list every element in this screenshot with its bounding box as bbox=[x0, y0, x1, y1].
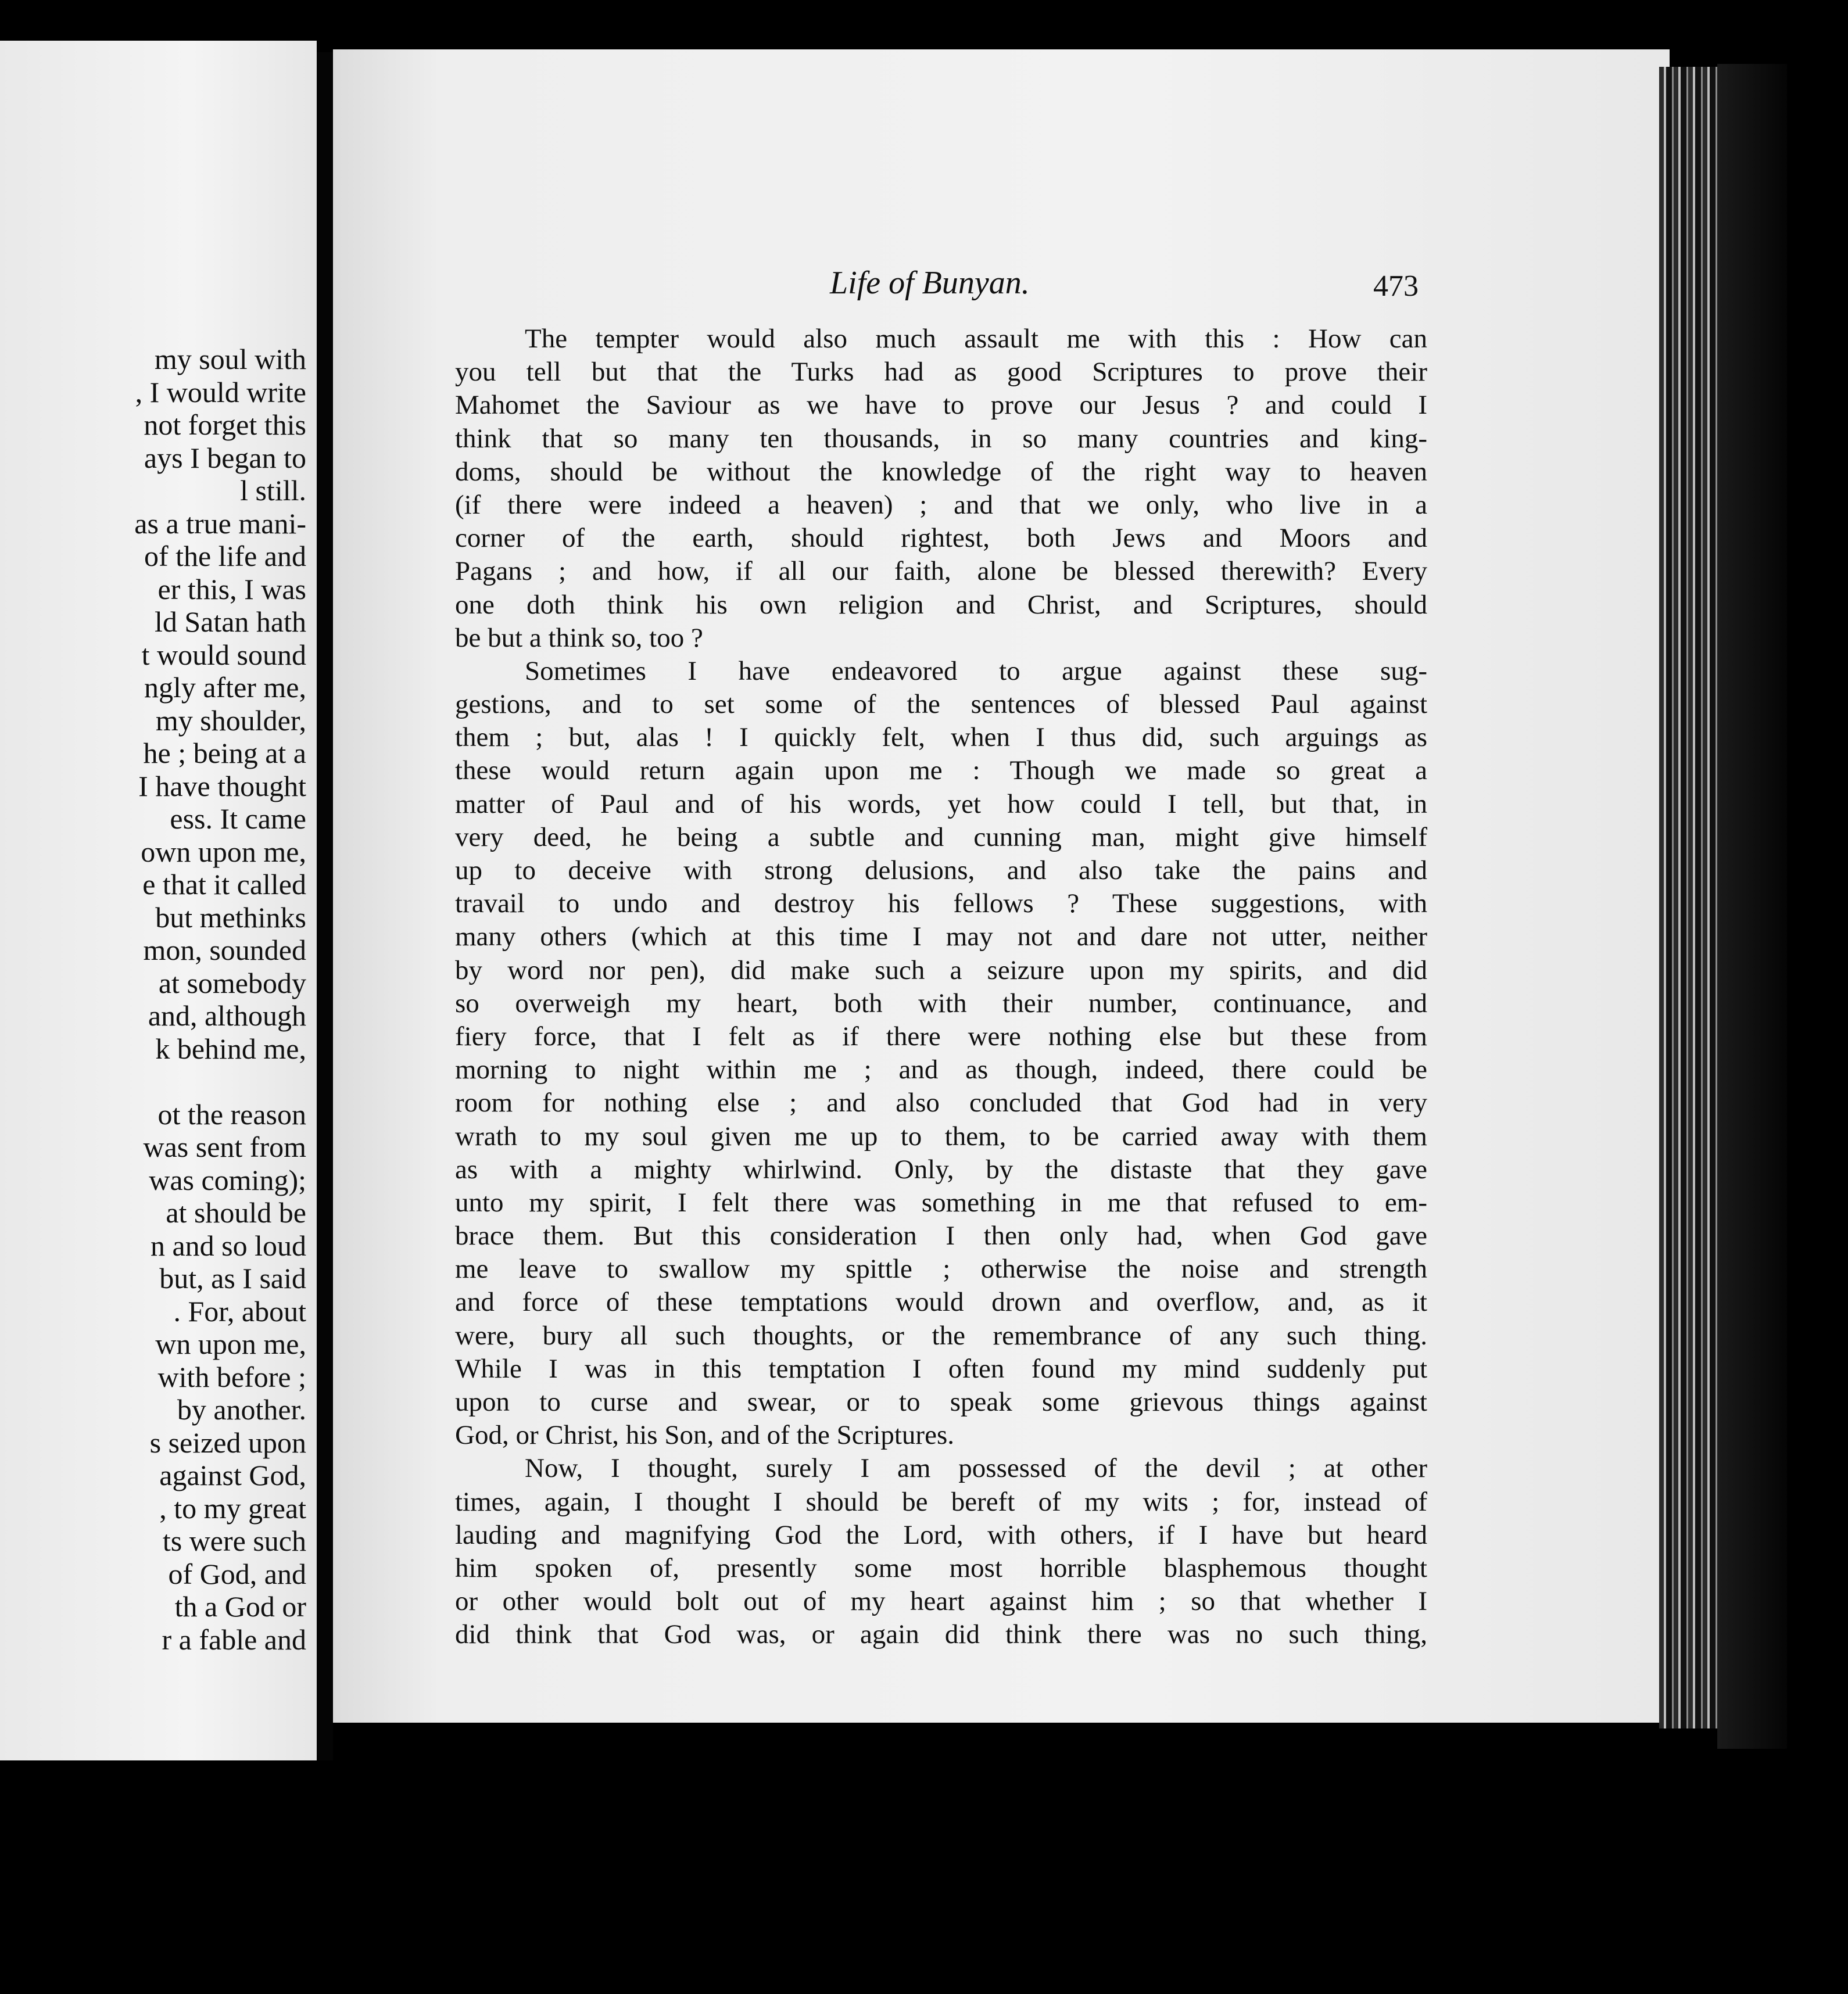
text-line: wrath to my soul given me up to them, to be carried away with them bbox=[455, 1121, 1427, 1152]
left-line: r a fable and bbox=[162, 1623, 306, 1656]
left-line: and, although bbox=[148, 999, 306, 1032]
text-line: him spoken of, presently some most horrible blasphemous thought bbox=[455, 1552, 1427, 1583]
text-line: them ; but, alas ! I quickly felt, when I thus did, such arguings as bbox=[455, 722, 1427, 753]
left-line: t would sound bbox=[141, 638, 306, 671]
text-line: gestions, and to set some of the sentences of blessed Paul against bbox=[455, 689, 1427, 720]
left-line: , to my great bbox=[159, 1491, 306, 1525]
left-line: against God, bbox=[159, 1459, 306, 1491]
text-line: (if there were indeed a heaven) ; and that we only, who live in a bbox=[455, 489, 1427, 520]
text-line: Pagans ; and how, if all our faith, alone be blessed therewith? Every bbox=[455, 556, 1427, 587]
left-line: of God, and bbox=[168, 1557, 306, 1590]
left-line: ays I began to bbox=[144, 441, 306, 474]
text-line: many others (which at this time I may not and dare not utter, neither bbox=[455, 921, 1427, 952]
left-line: ld Satan hath bbox=[154, 605, 306, 638]
right-page bbox=[333, 49, 1670, 1723]
left-line: at somebody bbox=[158, 966, 306, 999]
text-line: Now, I thought, surely I am possessed of the devil ; at other bbox=[525, 1453, 1427, 1484]
left-line: at should be bbox=[166, 1196, 306, 1229]
left-line: ts were such bbox=[162, 1525, 306, 1557]
left-line: was sent from bbox=[143, 1131, 306, 1163]
left-page-text bbox=[0, 343, 306, 1656]
left-line: wn upon me, bbox=[155, 1328, 306, 1360]
left-line: l still. bbox=[240, 474, 306, 507]
left-line-gap bbox=[0, 1065, 306, 1098]
left-line: s seized upon bbox=[149, 1426, 306, 1459]
left-page bbox=[0, 41, 317, 1760]
body-text bbox=[455, 322, 1427, 1652]
left-line: own upon me, bbox=[141, 835, 306, 868]
text-line: Mahomet the Saviour as we have to prove our Jesus ? and could I bbox=[455, 390, 1427, 421]
text-line: room for nothing else ; and also concluded that God had in very bbox=[455, 1088, 1427, 1118]
left-line: by another. bbox=[177, 1393, 306, 1426]
text-line: upon to curse and swear, or to speak some grievous things against bbox=[455, 1387, 1427, 1417]
left-line: , I would write bbox=[135, 375, 306, 408]
left-line: . For, about bbox=[173, 1294, 306, 1328]
left-line: as a true mani- bbox=[134, 507, 306, 540]
page-number: 473 bbox=[1373, 270, 1419, 303]
left-line: he ; being at a bbox=[143, 737, 306, 769]
text-line: doms, should be without the knowledge of the right way to heaven bbox=[455, 456, 1427, 487]
text-line: me leave to swallow my spittle ; otherwise the noise and strength bbox=[455, 1254, 1427, 1285]
left-line: ess. It came bbox=[170, 802, 306, 835]
text-line: these would return again upon me : Though we made so great a bbox=[455, 755, 1427, 786]
text-line: fiery force, that I felt as if there were nothing else but these from bbox=[455, 1021, 1427, 1052]
left-line: I have thought bbox=[138, 769, 306, 802]
left-line: k behind me, bbox=[155, 1032, 306, 1065]
left-line: my soul with bbox=[154, 343, 306, 375]
text-line: The tempter would also much assault me with this : How can bbox=[525, 324, 1427, 354]
text-line: up to deceive with strong delusions, and also take the pains and bbox=[455, 855, 1427, 885]
text-line: Sometimes I have endeavored to argue against these sug- bbox=[525, 655, 1427, 686]
text-line: unto my spirit, I felt there was something in me that refused to em- bbox=[455, 1187, 1427, 1218]
left-line: was coming); bbox=[149, 1163, 306, 1196]
text-line: travail to undo and destroy his fellows ? These suggestions, with bbox=[455, 888, 1427, 919]
text-line: and force of these temptations would drown and overflow, and, as it bbox=[455, 1287, 1427, 1318]
text-line: you tell but that the Turks had as good Scriptures to prove their bbox=[455, 357, 1427, 388]
left-line: ot the reason bbox=[157, 1098, 306, 1131]
left-line: my shoulder, bbox=[155, 704, 306, 737]
text-line: While I was in this temptation I often found my mind suddenly put bbox=[455, 1353, 1427, 1384]
text-line: God, or Christ, his Son, and of the Scriptures. bbox=[455, 1420, 954, 1451]
text-line: did think that God was, or again did think there was no such thing, bbox=[455, 1619, 1427, 1650]
left-line: th a God or bbox=[174, 1590, 306, 1623]
text-line: as with a mighty whirlwind. Only, by the distaste that they gave bbox=[455, 1154, 1427, 1185]
text-line: lauding and magnifying God the Lord, with others, if I have but heard bbox=[455, 1519, 1427, 1550]
text-line: so overweigh my heart, both with their number, continuance, and bbox=[455, 988, 1427, 1018]
text-line: morning to night within me ; and as though, indeed, there could be bbox=[455, 1055, 1427, 1085]
text-line: very deed, he being a subtle and cunning man, might give himself bbox=[455, 822, 1427, 852]
left-line: but methinks bbox=[155, 901, 306, 934]
left-line: er this, I was bbox=[157, 572, 306, 605]
running-title: Life of Bunyan. bbox=[830, 265, 1030, 301]
text-line: brace them. But this consideration I then only had, when God gave bbox=[455, 1221, 1427, 1251]
text-line: times, again, I thought I should be bereft of my wits ; for, instead of bbox=[455, 1486, 1427, 1517]
text-line: one doth think his own religion and Christ, and Scriptures, should bbox=[455, 589, 1427, 620]
text-line: think that so many ten thousands, in so many countries and king- bbox=[455, 423, 1427, 454]
text-line: were, bury all such thoughts, or the remembrance of any such thing. bbox=[455, 1320, 1427, 1351]
left-line: e that it called bbox=[142, 868, 306, 901]
book-edge-shadow bbox=[1717, 64, 1787, 1749]
left-line: but, as I said bbox=[159, 1262, 306, 1294]
left-line: not forget this bbox=[144, 408, 306, 441]
text-line: by word nor pen), did make such a seizure upon my spirits, and did bbox=[455, 955, 1427, 985]
text-line: be but a think so, too ? bbox=[455, 622, 703, 653]
book-gutter bbox=[317, 52, 333, 1760]
text-line: corner of the earth, should rightest, both Jews and Moors and bbox=[455, 523, 1427, 554]
text-line: or other would bolt out of my heart against him ; so that whether I bbox=[455, 1586, 1427, 1617]
left-line: ngly after me, bbox=[144, 671, 306, 704]
running-head bbox=[333, 264, 1670, 311]
left-line: mon, sounded bbox=[143, 934, 306, 966]
left-line: n and so loud bbox=[150, 1229, 306, 1262]
text-line: matter of Paul and of his words, yet how could I tell, but that, in bbox=[455, 788, 1427, 819]
left-line: of the life and bbox=[144, 540, 306, 572]
left-line: with before ; bbox=[157, 1360, 306, 1393]
